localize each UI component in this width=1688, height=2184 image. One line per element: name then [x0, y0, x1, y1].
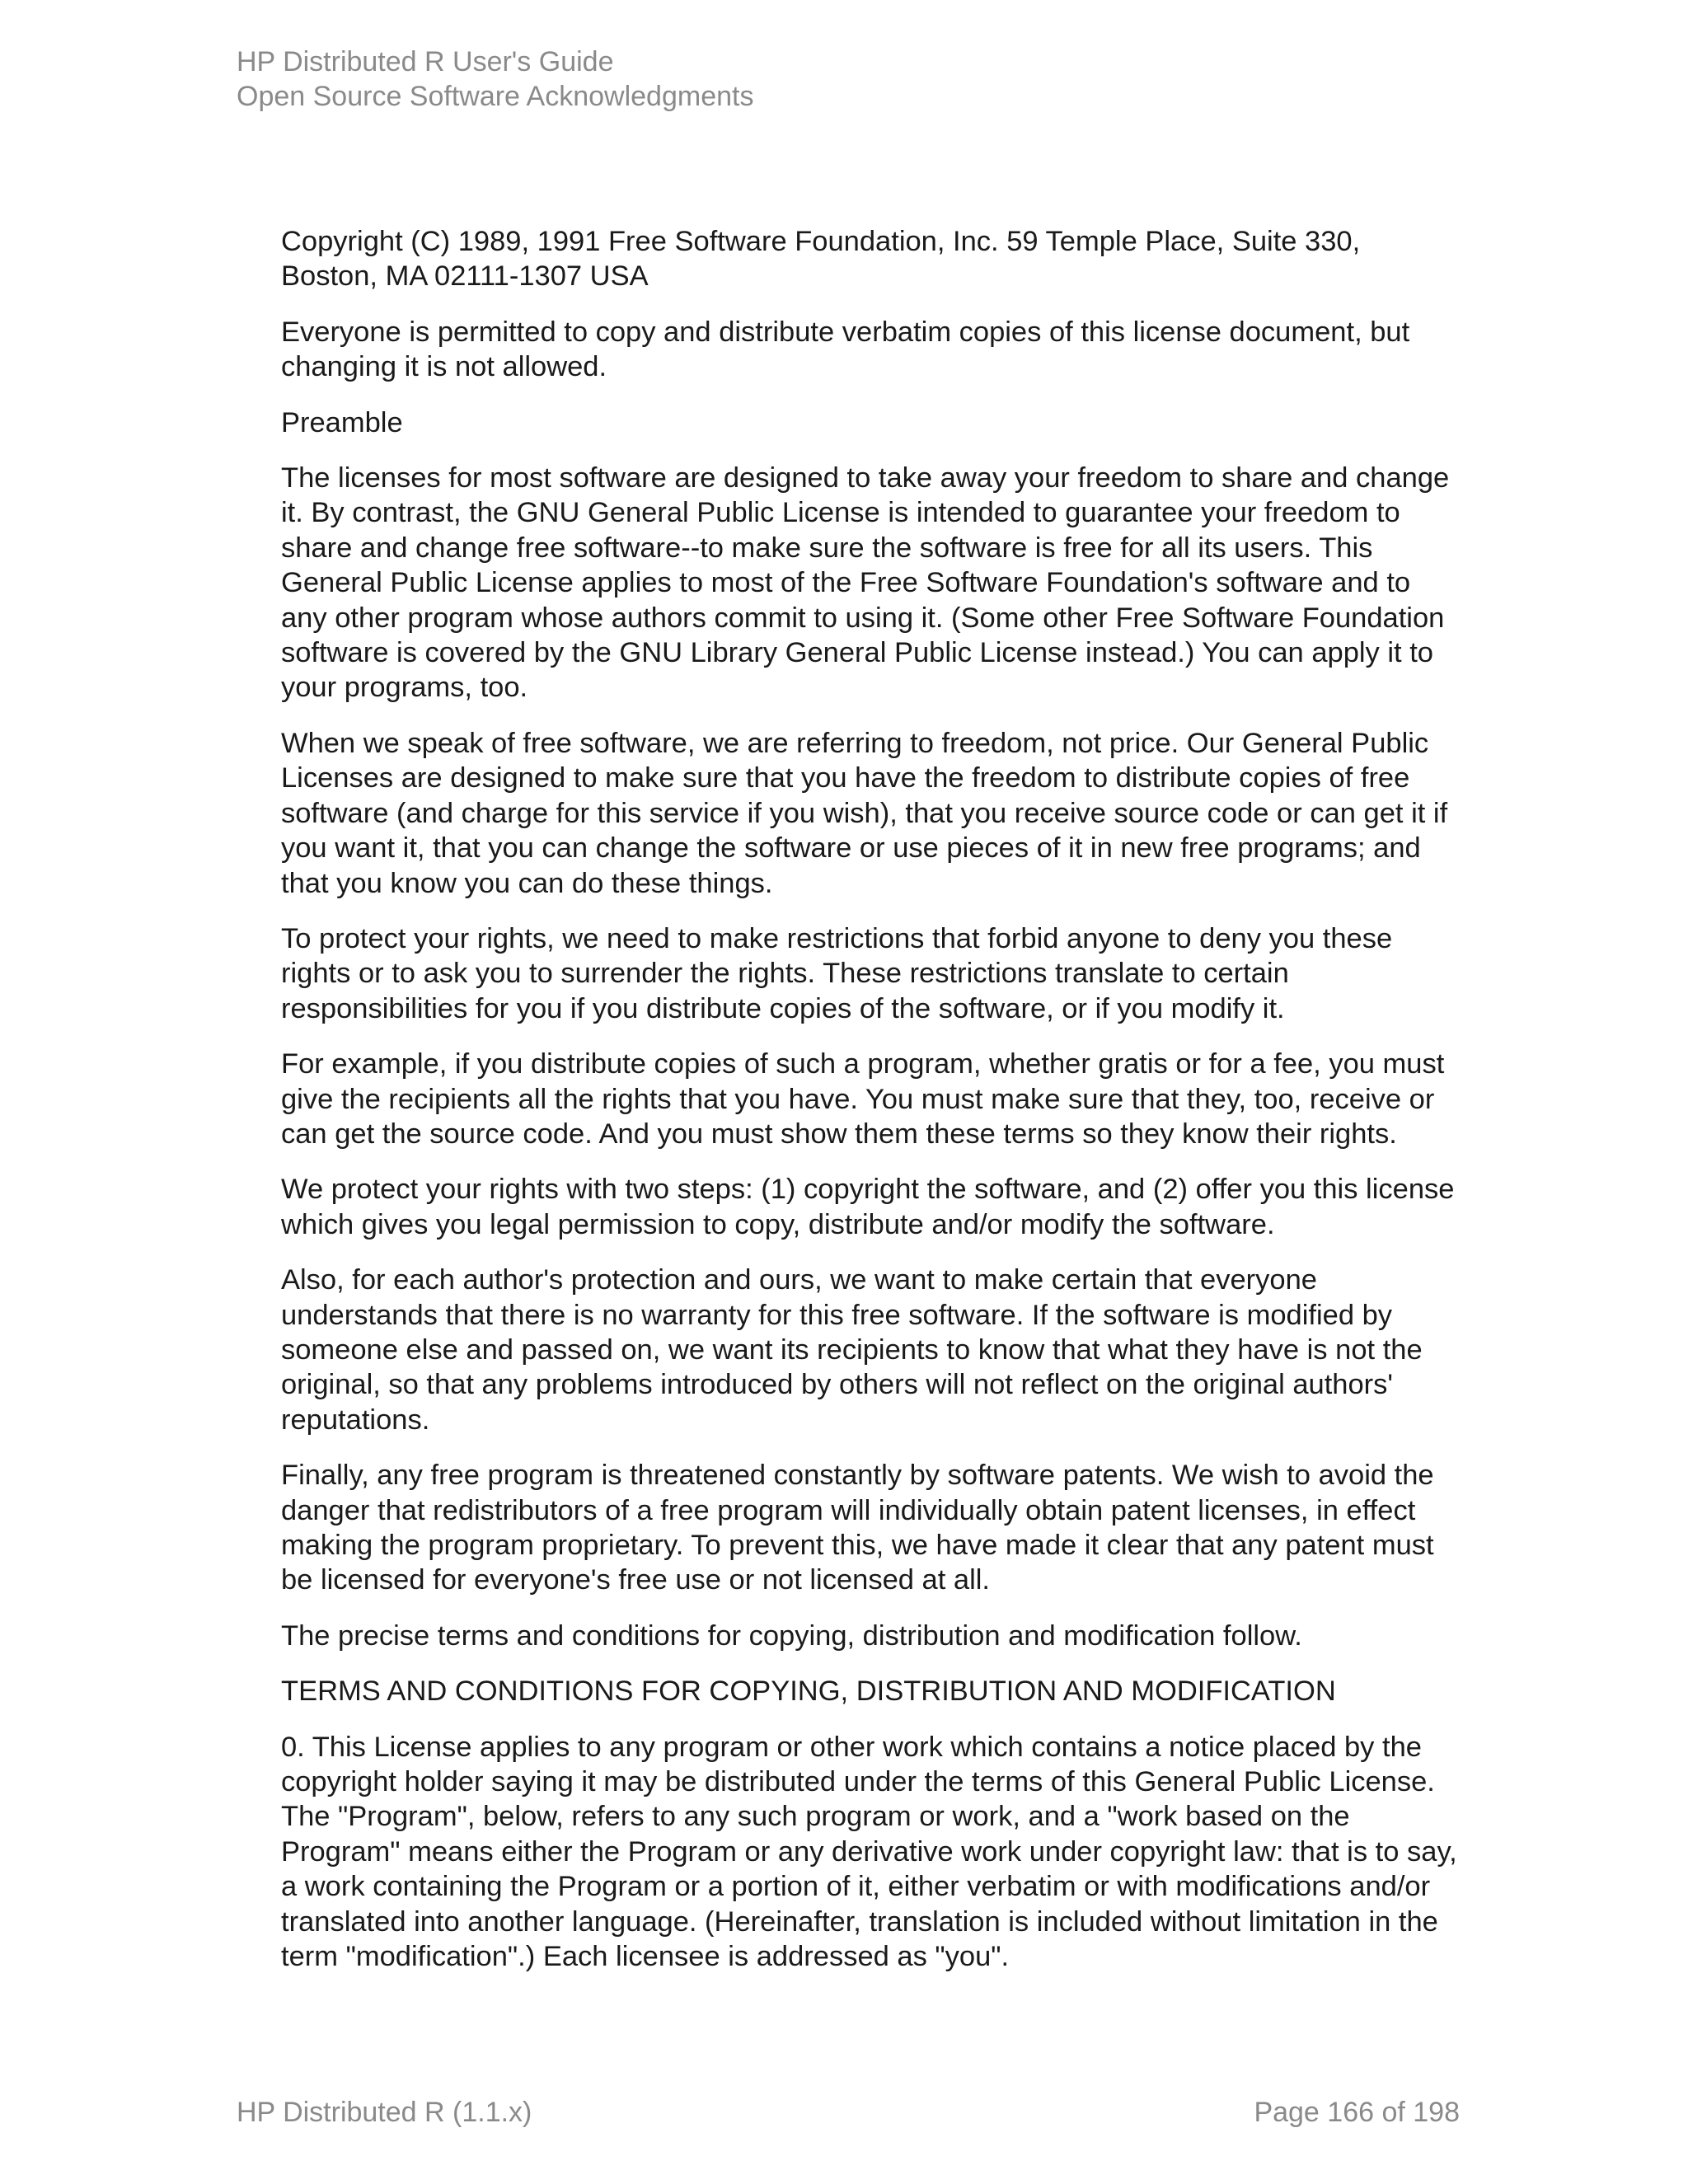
copyright-paragraph: Copyright (C) 1989, 1991 Free Software Foundation, Inc. 59 Temple Place, Suite 330, Boston, MA 02111-1307 USA [281, 226, 1361, 293]
body-paragraph: The precise terms and conditions for copying, distribution and modification follow. [281, 1619, 1302, 1652]
body-paragraph: Also, for each author's protection and ours, we want to make certain that everyone understands that there is no warranty for this free software. If the software is modified by someone else and passed on, we want its recipients to know that what they have is not the original, so that any problems introduced by others will not reflect on the original authors' reputations. [281, 1264, 1423, 1436]
terms-heading: TERMS AND CONDITIONS FOR COPYING, DISTRIBUTION AND MODIFICATION [281, 1675, 1336, 1708]
body-paragraph: To protect your rights, we need to make restrictions that forbid anyone to deny you these rights or to ask you to surrender the rights. These restrictions translate to certain responsibilities for you if you distribute copies of the software, or if you modify it. [281, 922, 1393, 1024]
section-title: Open Source Software Acknowledgments [237, 81, 754, 112]
running-header [237, 45, 753, 114]
body-paragraph: Finally, any free program is threatened constantly by software patents. We wish to avoid the danger that redistributors of a free program will individually obtain patent licenses, in effect making the program proprietary. To prevent this, we have made it clear that any patent must be licensed for everyone's free use or not licensed at all. [281, 1460, 1434, 1596]
permission-paragraph: Everyone is permitted to copy and distribute verbatim copies of this license document, but changing it is not allowed. [281, 316, 1410, 383]
body-paragraph: We protect your rights with two steps: (1) copyright the software, and (2) offer you this license which gives you legal permission to copy, distribute and/or modify the software. [281, 1174, 1455, 1240]
book-title: HP Distributed R User's Guide [237, 46, 614, 77]
footer-product-version: HP Distributed R (1.1.x) [237, 2097, 532, 2128]
body-paragraph: For example, if you distribute copies of such a program, whether gratis or for a fee, you must give the recipients all the rights that you have. You must make sure that they, too, receive or can get the source code. And you must show them these terms so they know their rights. [281, 1048, 1445, 1150]
terms-section-0: 0. This License applies to any program or other work which contains a notice placed by the copyright holder saying it may be distributed under the terms of this General Public License. The "Program", below, refers to any such program or work, and a "work based on the Program" means either the Program or any derivative work under copyright law: that is to say, a work containing the Program or a portion of it, either verbatim or with modifications and/or translated into another language. (Hereinafter, translation is included without limitation in the term "modification".) Each licensee is addressed as "you". [281, 1731, 1457, 1973]
footer-page-number: Page 166 of 198 [1254, 2097, 1460, 2128]
body-paragraph: The licenses for most software are designed to take away your freedom to share and change it. By contrast, the GNU General Public License is intended to guarantee your freedom to share and change free software--to make sure the software is free for all its users. This General Public License applies to most of the Free Software Foundation's software and to any other program whose authors commit to using it. (Some other Free Software Foundation software is covered by the GNU Library General Public License instead.) You can apply it to your programs, too. [281, 462, 1450, 704]
preamble-heading: Preamble [281, 406, 403, 438]
license-text [281, 224, 1460, 1994]
body-paragraph: When we speak of free software, we are referring to freedom, not price. Our General Public Licenses are designed to make sure that you have the freedom to distribute copies of free software (and charge for this service if you wish), that you receive source code or can get it if you want it, that you can change the software or use pieces of it in new free programs; and that you know you can do these things. [281, 727, 1448, 899]
